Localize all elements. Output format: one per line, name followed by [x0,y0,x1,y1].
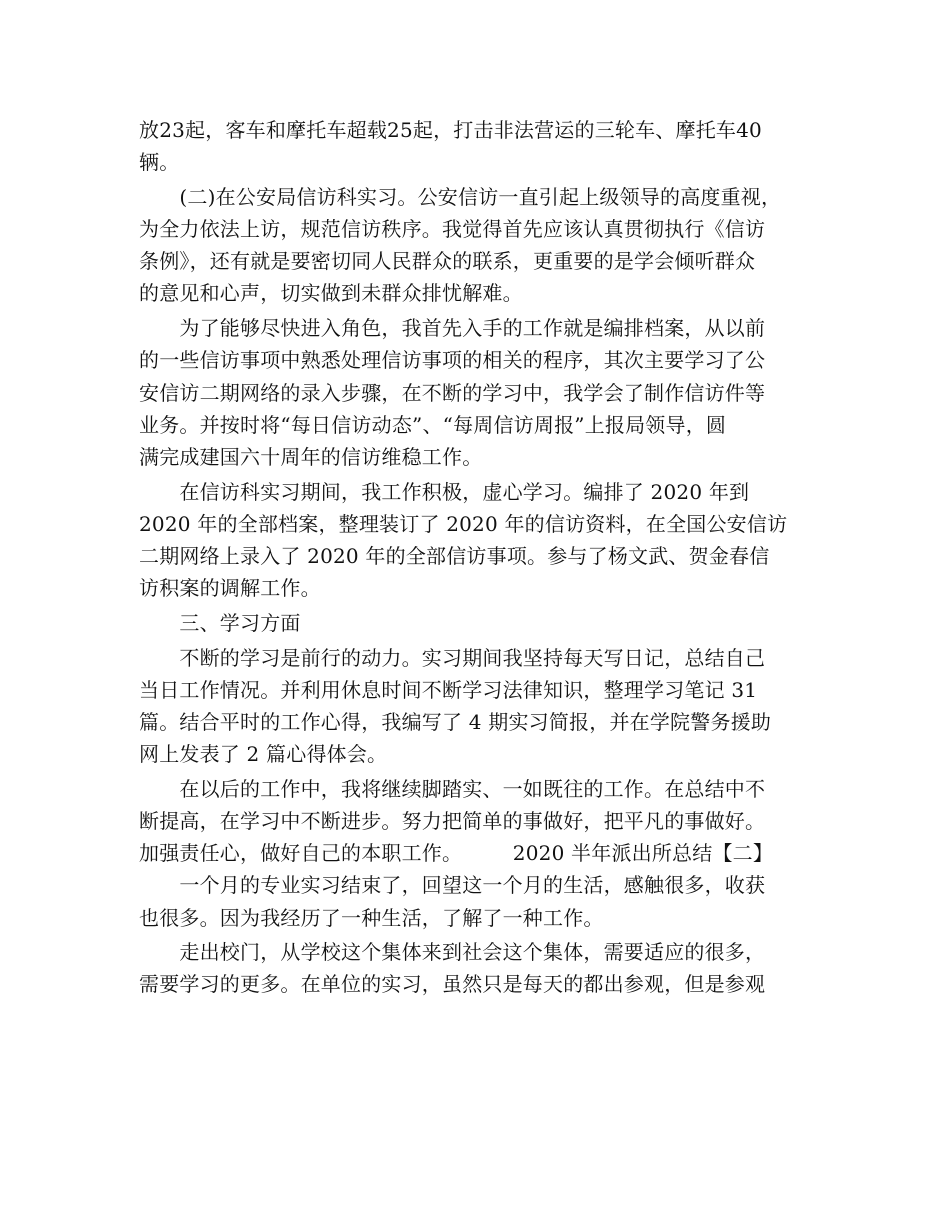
text-line: 加强责任心，做好自己的本职工作。 2020 半年派出所总结【二】 [139,841,774,866]
text-line: 访积案的调解工作。 [139,576,321,601]
paragraph [139,114,819,178]
text-line: 需要学习的更多。在单位的实习，虽然只是每天的都出参观，但是参观 [139,972,766,997]
text-line: 的一些信访事项中熟悉处理信访事项的相关的程序，其次主要学习了公 [139,348,766,373]
text-line: 业务。并按时将“每日信访动态”、“每周信访周报”上报局领导，圆 [139,412,727,437]
text-line: 篇。结合平时的工作心得，我编写了 4 期实习简报，并在学院警务援助 [139,709,772,734]
text-line: 为全力依法上访，规范信访秩序。我觉得首先应该认真贯彻执行《信访 [139,217,766,242]
document-body [139,114,819,1001]
text-line: 断提高，在学习中不断进步。努力把简单的事做好，把平凡的事做好。 [139,808,766,833]
paragraph [139,312,819,473]
text-line: 放23起，客车和摩托车超载25起，打击非法营运的三轮车、摩托车40 [139,118,762,142]
paragraph [139,869,819,933]
paragraph [139,476,819,605]
text-line: 条例》，还有就是要密切同人民群众的联系，更重要的是学会倾听群众 [139,249,756,274]
text-line: (二)在公安局信访科实习。公安信访一直引起上级领导的高度重视， [139,184,782,209]
text-line: 的意见和心声，切实做到未群众排忧解难。 [139,281,523,306]
text-line: 也很多。因为我经历了一种生活，了解了一种工作。 [139,905,604,930]
text-line: 2020 年的全部档案，整理装订了 2020 年的信访资料，在全国公安信访 [139,511,788,536]
text-line: 在以后的工作中，我将继续脚踏实、一如既往的工作。在总结中不 [139,776,766,801]
text-line: 二期网络上录入了 2020 年的全部信访事项。参与了杨文武、贺金春信 [139,543,770,568]
text-line: 满完成建国六十周年的信访维稳工作。 [139,444,483,469]
paragraph [139,181,819,310]
text-line: 为了能够尽快进入角色，我首先入手的工作就是编排档案，从以前 [139,316,766,341]
text-line: 三、学习方面 [139,610,301,635]
text-line: 安信访二期网络的录入步骤，在不断的学习中，我学会了制作信访件等 [139,380,766,405]
text-line: 一个月的专业实习结束了，回望这一个月的生活，感触很多，收获 [139,873,766,898]
paragraph [139,773,819,870]
paragraph [139,936,819,1000]
paragraph [139,642,819,771]
text-line: 不断的学习是前行的动力。实习期间我坚持每天写日记，总结自己 [139,645,766,670]
text-line: 辆。 [139,150,180,175]
text-line: 网上发表了 2 篇心得体会。 [139,742,388,767]
text-line: 走出校门，从学校这个集体来到社会这个集体，需要适应的很多， [139,940,766,965]
section-heading [139,607,819,639]
text-line: 当日工作情况。并利用休息时间不断学习法律知识，整理学习笔记 31 [139,677,758,702]
text-line: 在信访科实习期间，我工作积极，虚心学习。编排了 2020 年到 [139,479,750,504]
